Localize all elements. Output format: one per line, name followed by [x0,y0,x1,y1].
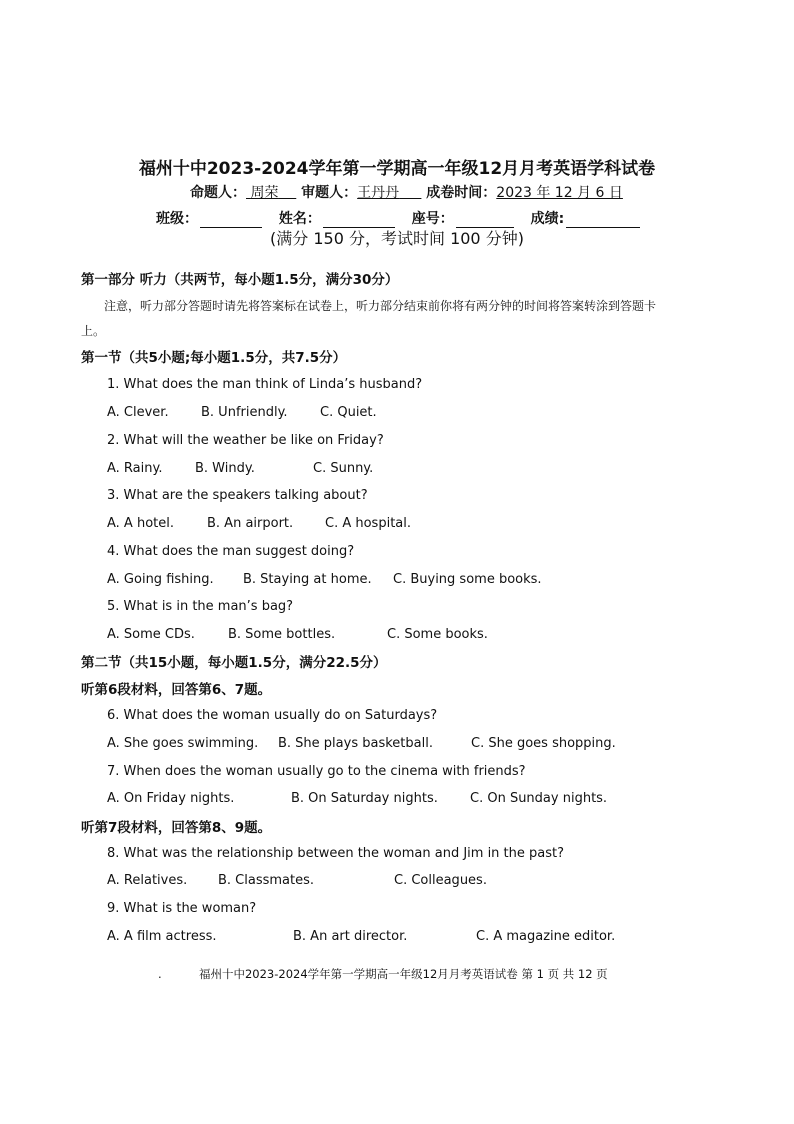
q7-option-a: A. On Friday nights. [107,791,235,806]
exam-date: 2023 年 12 月 6 日 [496,185,623,201]
q5-option-b: B. Some bottles. [228,627,336,642]
q9-option-c: C. A magazine editor. [476,929,616,944]
q1-option-c: C. Quiet. [320,405,377,420]
q3-option-a: A. A hotel. [107,516,174,531]
q6-option-a: A. She goes swimming. [107,736,259,751]
q4-option-b: B. Staying at home. [243,572,372,587]
proposer-name: 周荣 [250,185,279,201]
reviewer-name: 王丹丹 [357,185,400,201]
date-label: 成卷时间： [426,185,497,201]
question-5: 5. What is in the man’s bag? [107,599,294,614]
q9-option-b: B. An art director. [293,929,408,944]
part1-heading: 第一部分 听力（共两节，每小题1.5分，满分30分） [81,272,399,288]
q8-option-a: A. Relatives. [107,873,188,888]
page-footer [158,966,608,982]
q5-option-a: A. Some CDs. [107,627,195,642]
seat-label: 座号： [411,211,454,227]
footer-text: 福州十中2023-2024学年第一学期高一年级12月月考英语试卷 第 1 页 共 12 页 [198,967,608,981]
material-7-heading: 听第7段材料，回答第8、9题。 [81,820,272,836]
q6-option-b: B. She plays basketball. [278,736,433,751]
q2-option-c: C. Sunny. [313,461,374,476]
note-line-2: 上。 [81,324,106,338]
question-4: 4. What does the man suggest doing? [107,544,355,559]
score-label: 成绩: [530,211,565,227]
q5-option-c: C. Some books. [387,627,488,642]
q8-option-c: C. Colleagues. [394,873,487,888]
section1-heading: 第一节（共5小题;每小题1.5分，共7.5分） [81,350,347,366]
question-2: 2. What will the weather be like on Friday? [107,433,384,448]
reviewer-label: 审题人： [301,185,358,201]
q1-option-a: A. Clever. [107,405,169,420]
footer-dot: . [158,967,162,981]
q3-option-b: B. An airport. [207,516,294,531]
proposer-label: 命题人： [190,185,246,201]
question-9: 9. What is the woman? [107,901,257,916]
student-fields [156,208,640,228]
question-8: 8. What was the relationship between the woman and Jim in the past? [107,846,565,861]
q9-option-a: A. A film actress. [107,929,217,944]
q7-option-c: C. On Sunday nights. [470,791,608,806]
question-6: 6. What does the woman usually do on Saturdays? [107,708,438,723]
q2-option-a: A. Rainy. [107,461,163,476]
q1-option-b: B. Unfriendly. [201,405,288,420]
score-info: (满分 150 分，考试时间 100 分钟) [270,229,524,248]
class-label: 班级： [156,211,198,227]
exam-meta [190,182,623,202]
q4-option-c: C. Buying some books. [393,572,542,587]
note-line-1: 注意，听力部分答题时请先将答案标在试卷上，听力部分结束前你将有两分钟的时间将答案转涂到答题卡 [104,299,657,313]
material-6-heading: 听第6段材料，回答第6、7题。 [81,682,272,698]
q6-option-c: C. She goes shopping. [471,736,616,751]
name-label: 姓名： [278,211,321,227]
q8-option-b: B. Classmates. [218,873,315,888]
section2-heading: 第二节（共15小题，每小题1.5分，满分22.5分） [81,655,387,671]
question-3: 3. What are the speakers talking about? [107,488,368,503]
question-1: 1. What does the man think of Linda’s husband? [107,377,423,392]
q7-option-b: B. On Saturday nights. [291,791,438,806]
question-7: 7. When does the woman usually go to the cinema with friends? [107,764,526,779]
q4-option-a: A. Going fishing. [107,572,214,587]
exam-title: 福州十中2023-2024学年第一学期高一年级12月月考英语学科试卷 [138,159,656,179]
q3-option-c: C. A hospital. [325,516,412,531]
q2-option-b: B. Windy. [195,461,255,476]
